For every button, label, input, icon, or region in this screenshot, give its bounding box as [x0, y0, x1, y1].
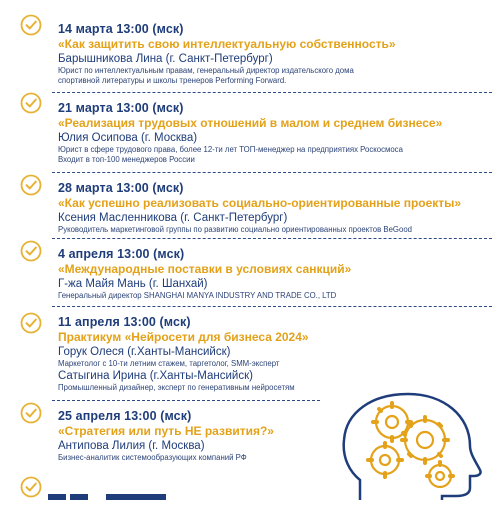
- speaker-name: Барышникова Лина (г. Санкт-Петербург): [58, 53, 273, 65]
- speaker-name: Антипова Лилия (г. Москва): [58, 440, 205, 452]
- speaker-description: Юрист по интеллектуальным правам, генеральный директор издательского дома: [58, 66, 354, 75]
- event-date: 14 марта 13:00 (мск): [58, 22, 184, 36]
- event-date: 11 апреля 13:00 (мск): [58, 315, 191, 329]
- divider: [52, 172, 492, 173]
- check-circle-icon: [20, 174, 42, 196]
- speaker-name: Горук Олеся (г.Ханты-Мансийск): [58, 346, 231, 358]
- divider: [52, 238, 492, 239]
- divider: [52, 92, 492, 93]
- speaker-description: Промышленный дизайнер, эксперт по генеративным нейросетям: [58, 383, 295, 392]
- gears-head-icon: [330, 388, 500, 500]
- footer-logo: [48, 494, 228, 500]
- speaker-description: Руководитель маркетинговой группы по развитию социально ориентированных проектов BeGood: [58, 225, 412, 234]
- check-circle-icon: [20, 240, 42, 262]
- speaker-description: Бизнес-аналитик системообразующих компаний РФ: [58, 453, 247, 462]
- check-circle-icon: [20, 14, 42, 36]
- speaker-name: Г-жа Майя Мань (г. Шанхай): [58, 278, 208, 290]
- speaker-name: Юлия Осипова (г. Москва): [58, 132, 198, 144]
- event-date: 25 апреля 13:00 (мск): [58, 409, 192, 423]
- event-date: 4 апреля 13:00 (мск): [58, 247, 185, 261]
- event-title: «Как успешно реализовать социально-ориентированные проекты»: [58, 196, 462, 210]
- event-date: 21 марта 13:00 (мск): [58, 101, 184, 115]
- event-title: «Реализация трудовых отношений в малом и среднем бизнесе»: [58, 116, 443, 130]
- event-title: Практикум «Нейросети для бизнеса 2024»: [58, 330, 309, 344]
- event-date: 28 марта 13:00 (мск): [58, 181, 184, 195]
- event-title: «Стратегия или путь НЕ развития?»: [58, 424, 274, 438]
- divider: [52, 306, 492, 307]
- check-circle-icon: [20, 312, 42, 334]
- check-circle-icon: [20, 92, 42, 114]
- check-circle-icon: [20, 476, 42, 498]
- speaker-description: Маркетолог с 10-ти летним стажем, таргетолог, SMM-эксперт: [58, 359, 280, 368]
- speaker-description: Генеральный директор SHANGHAI MANYA INDUSTRY AND TRADE CO., LTD: [58, 291, 337, 300]
- divider: [52, 400, 320, 401]
- check-circle-icon: [20, 402, 42, 424]
- event-title: «Международные поставки в условиях санкций»: [58, 262, 352, 276]
- speaker-description: спортивной литературы и школы тренеров Performing Forward.: [58, 76, 287, 85]
- speaker-description: Входит в топ-100 менеджеров России: [58, 155, 195, 164]
- speaker-name: Сатыгина Ирина (г.Ханты-Мансийск): [58, 370, 253, 382]
- event-title: «Как защитить свою интеллектуальную собственность»: [58, 37, 396, 51]
- speaker-name: Ксения Масленникова (г. Санкт-Петербург): [58, 212, 288, 224]
- speaker-description: Юрист в сфере трудового права, более 12-ти лет ТОП-менеджер на предприятиях Роскосмоса: [58, 145, 403, 154]
